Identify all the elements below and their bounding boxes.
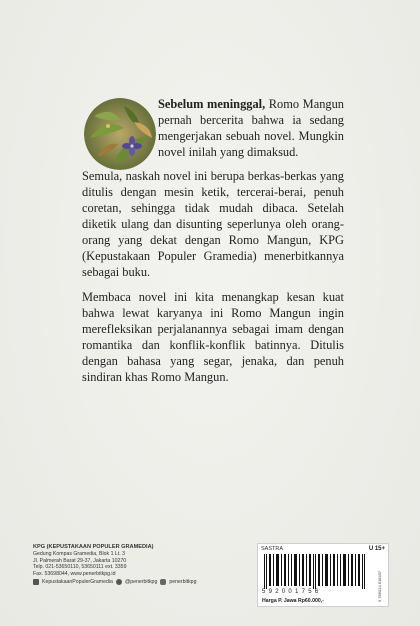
- price-label: Harga P. Jawa Rp60.000,-: [262, 598, 324, 604]
- barcode-image: [262, 554, 368, 589]
- category-label: SASTRA: [261, 546, 284, 552]
- publisher-name: KPG (KEPUSTAKAAN POPULER GRAMEDIA): [33, 544, 154, 550]
- publisher-phone: Telp. 021-53650110, 53650111 ext. 3359: [33, 564, 127, 571]
- instagram-handle: penerbitkpg: [169, 578, 197, 585]
- blurb-paragraph-3: Membaca novel ini kita menangkap kesan kuat bahwa lewat karyanya ini Romo Mangun ingin merefleksikan perjalanannya sebagai imam dengan romantika dan konflik-konflik batinnya. Ditulis dengan bahasa yang segar, jenaka, dan penuh sindiran khas Romo Mangun.: [82, 290, 344, 384]
- twitter-icon: [116, 579, 122, 585]
- isbn-side-code: 9 786024 818407: [377, 570, 382, 602]
- instagram-icon: [160, 579, 166, 585]
- facebook-handle: KepustakaanPopulerGramedia: [42, 578, 113, 585]
- social-links: [33, 579, 223, 586]
- publisher-fax-web: Fax. 53698044, www.penerbitkpg.id: [33, 571, 116, 578]
- age-rating: U 15+: [368, 546, 385, 552]
- barcode-panel: [257, 543, 389, 607]
- publisher-info: [33, 544, 223, 586]
- blurb: [82, 96, 344, 394]
- blurb-paragraph-1-text: Romo Mangun pernah bercerita bahwa ia sedang mengerjakan sebuah novel. Mungkin novel inilah yang dimaksud.: [158, 97, 344, 159]
- blurb-lead: Sebelum meninggal,: [158, 97, 266, 111]
- publisher-address-1: Gedung Kompas Gramedia, Blok 1 Lt. 3: [33, 550, 125, 557]
- twitter-handle: @penerbitkpg: [124, 578, 158, 585]
- facebook-icon: [33, 579, 39, 585]
- publisher-address-2: Jl. Palmerah Barat 29-37, Jakarta 10270: [33, 557, 127, 564]
- blurb-paragraph-2: Semula, naskah novel ini berupa berkas-berkas yang ditulis dengan mesin ketik, tercerai-berai, penuh coretan, sehingga tidak mudah dibaca. Setelah diketik ulang dan disunting seperlunya oleh orang-orang yang dekat dengan Romo Mangun, KPG (Kepustakaan Populer Gramedia) menerbitkannya sebagai buku.: [82, 169, 344, 279]
- isbn-digits: 5 9 2 0 0 1 7 5 6: [262, 589, 319, 595]
- blurb-paragraph-1: [82, 96, 344, 160]
